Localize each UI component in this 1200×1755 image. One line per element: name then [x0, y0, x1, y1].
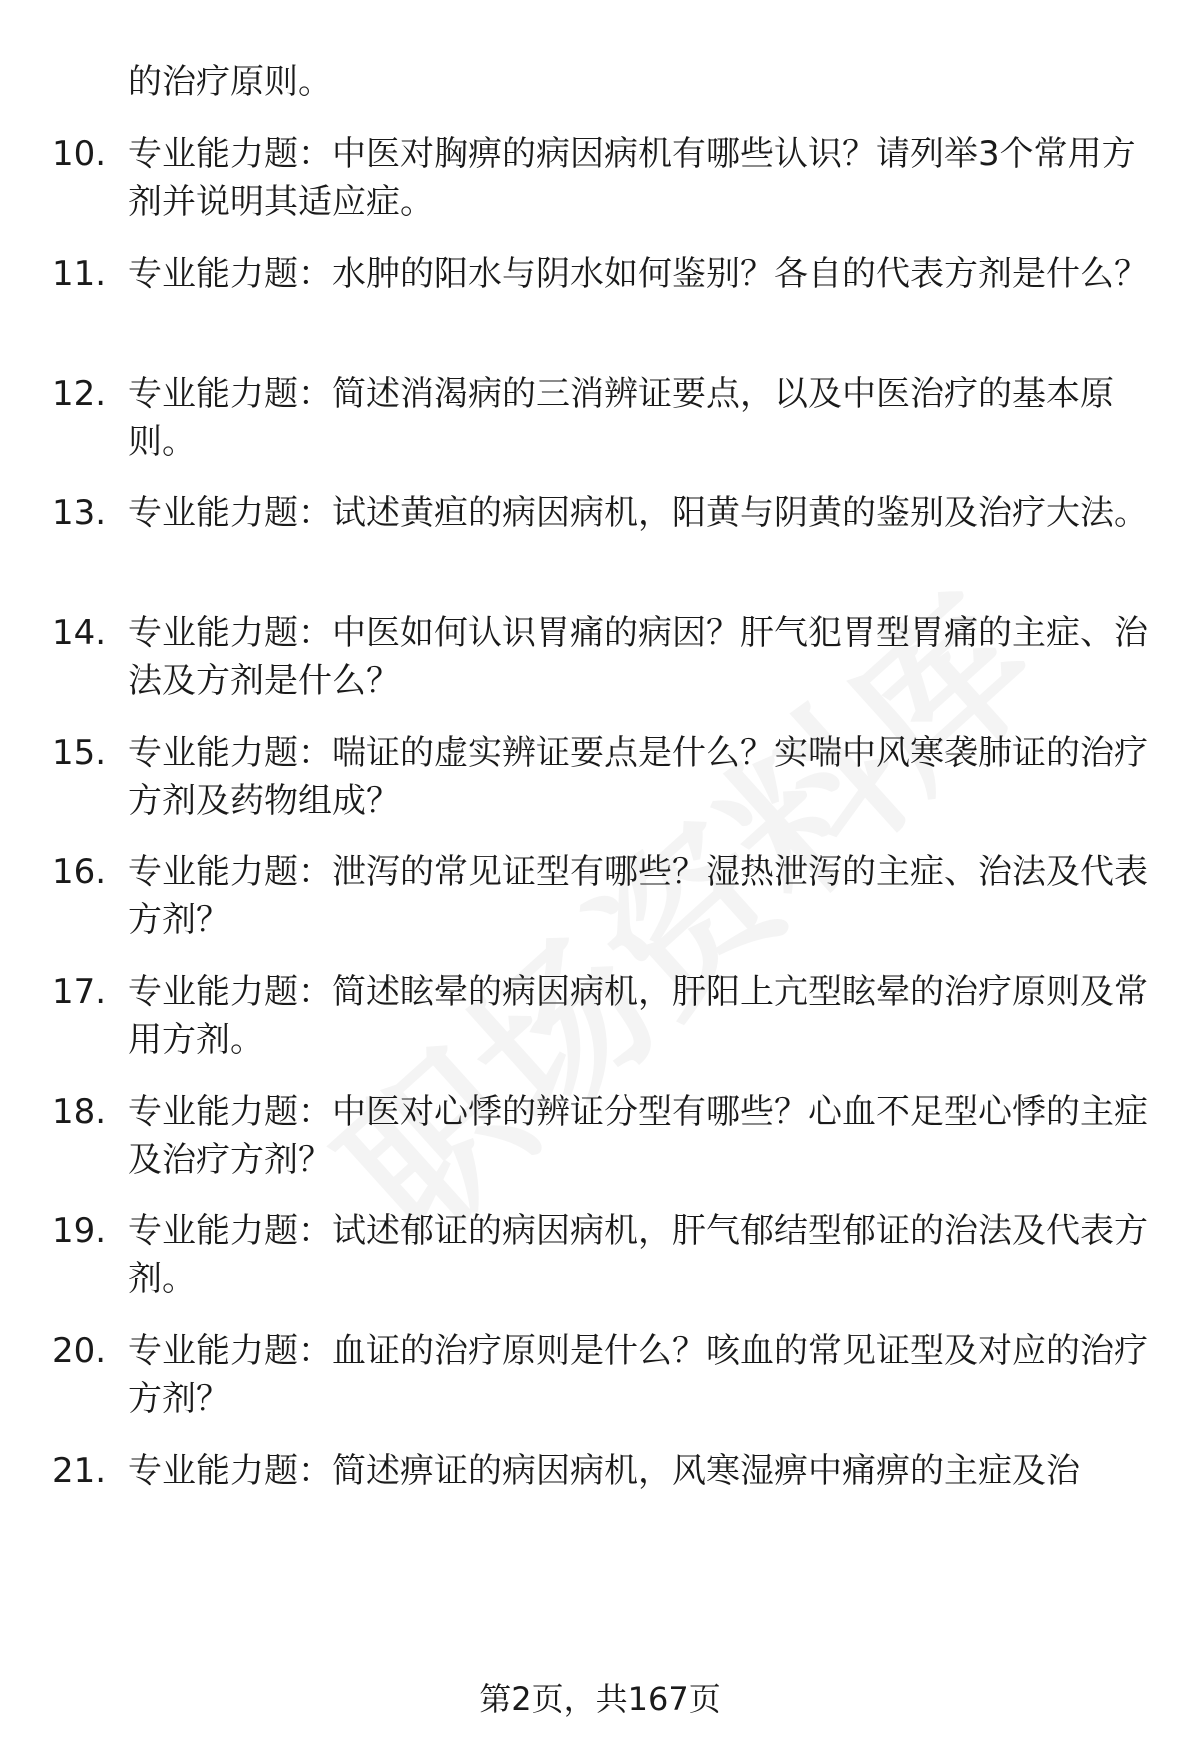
item-text: 专业能力题：试述郁证的病因病机，肝气郁结型郁证的治法及代表方剂。 [128, 1211, 1148, 1299]
item-text: 专业能力题：泄泻的常见证型有哪些？湿热泄泻的主症、治法及代表方剂？ [128, 852, 1148, 940]
item-text: 专业能力题：中医对心悸的辨证分型有哪些？心血不足型心悸的主症及治疗方剂？ [128, 1092, 1148, 1180]
item-number: 11. [52, 254, 107, 294]
item-text: 专业能力题：水肿的阳水与阴水如何鉴别？各自的代表方剂是什么？ [128, 254, 1148, 294]
item-number: 14. [52, 613, 107, 653]
item-number: 18. [52, 1092, 107, 1132]
item-text: 专业能力题：中医对胸痹的病因病机有哪些认识？请列举3个常用方剂并说明其适应症。 [128, 134, 1136, 222]
item-text: 专业能力题：血证的治疗原则是什么？咳血的常见证型及对应的治疗方剂？ [128, 1331, 1148, 1419]
item-number: 15. [52, 733, 107, 773]
item-number: 20. [52, 1331, 107, 1371]
item-number: 21. [52, 1451, 107, 1491]
item-number: 19. [52, 1211, 107, 1251]
item-number: 16. [52, 852, 107, 892]
item-text: 专业能力题：简述眩晕的病因病机，肝阳上亢型眩晕的治疗原则及常用方剂。 [128, 972, 1148, 1060]
item-text: 专业能力题：喘证的虚实辨证要点是什么？实喘中风寒袭肺证的治疗方剂及药物组成？ [128, 733, 1148, 821]
item-text: 专业能力题：中医如何认识胃痛的病因？肝气犯胃型胃痛的主症、治法及方剂是什么？ [128, 613, 1148, 701]
continuation-text: 的治疗原则。 [128, 62, 332, 102]
item-text: 专业能力题：简述消渴病的三消辨证要点，以及中医治疗的基本原则。 [128, 374, 1114, 462]
item-number: 17. [52, 972, 107, 1012]
item-text: 专业能力题：试述黄疸的病因病机，阳黄与阴黄的鉴别及治疗大法。 [128, 493, 1148, 533]
item-number: 10. [52, 134, 107, 174]
item-number: 13. [52, 493, 107, 533]
item-text: 专业能力题：简述痹证的病因病机，风寒湿痹中痛痹的主症及治 [128, 1451, 1080, 1491]
item-number: 12. [52, 374, 107, 414]
page-footer: 第2页，共167页 [479, 1680, 721, 1718]
